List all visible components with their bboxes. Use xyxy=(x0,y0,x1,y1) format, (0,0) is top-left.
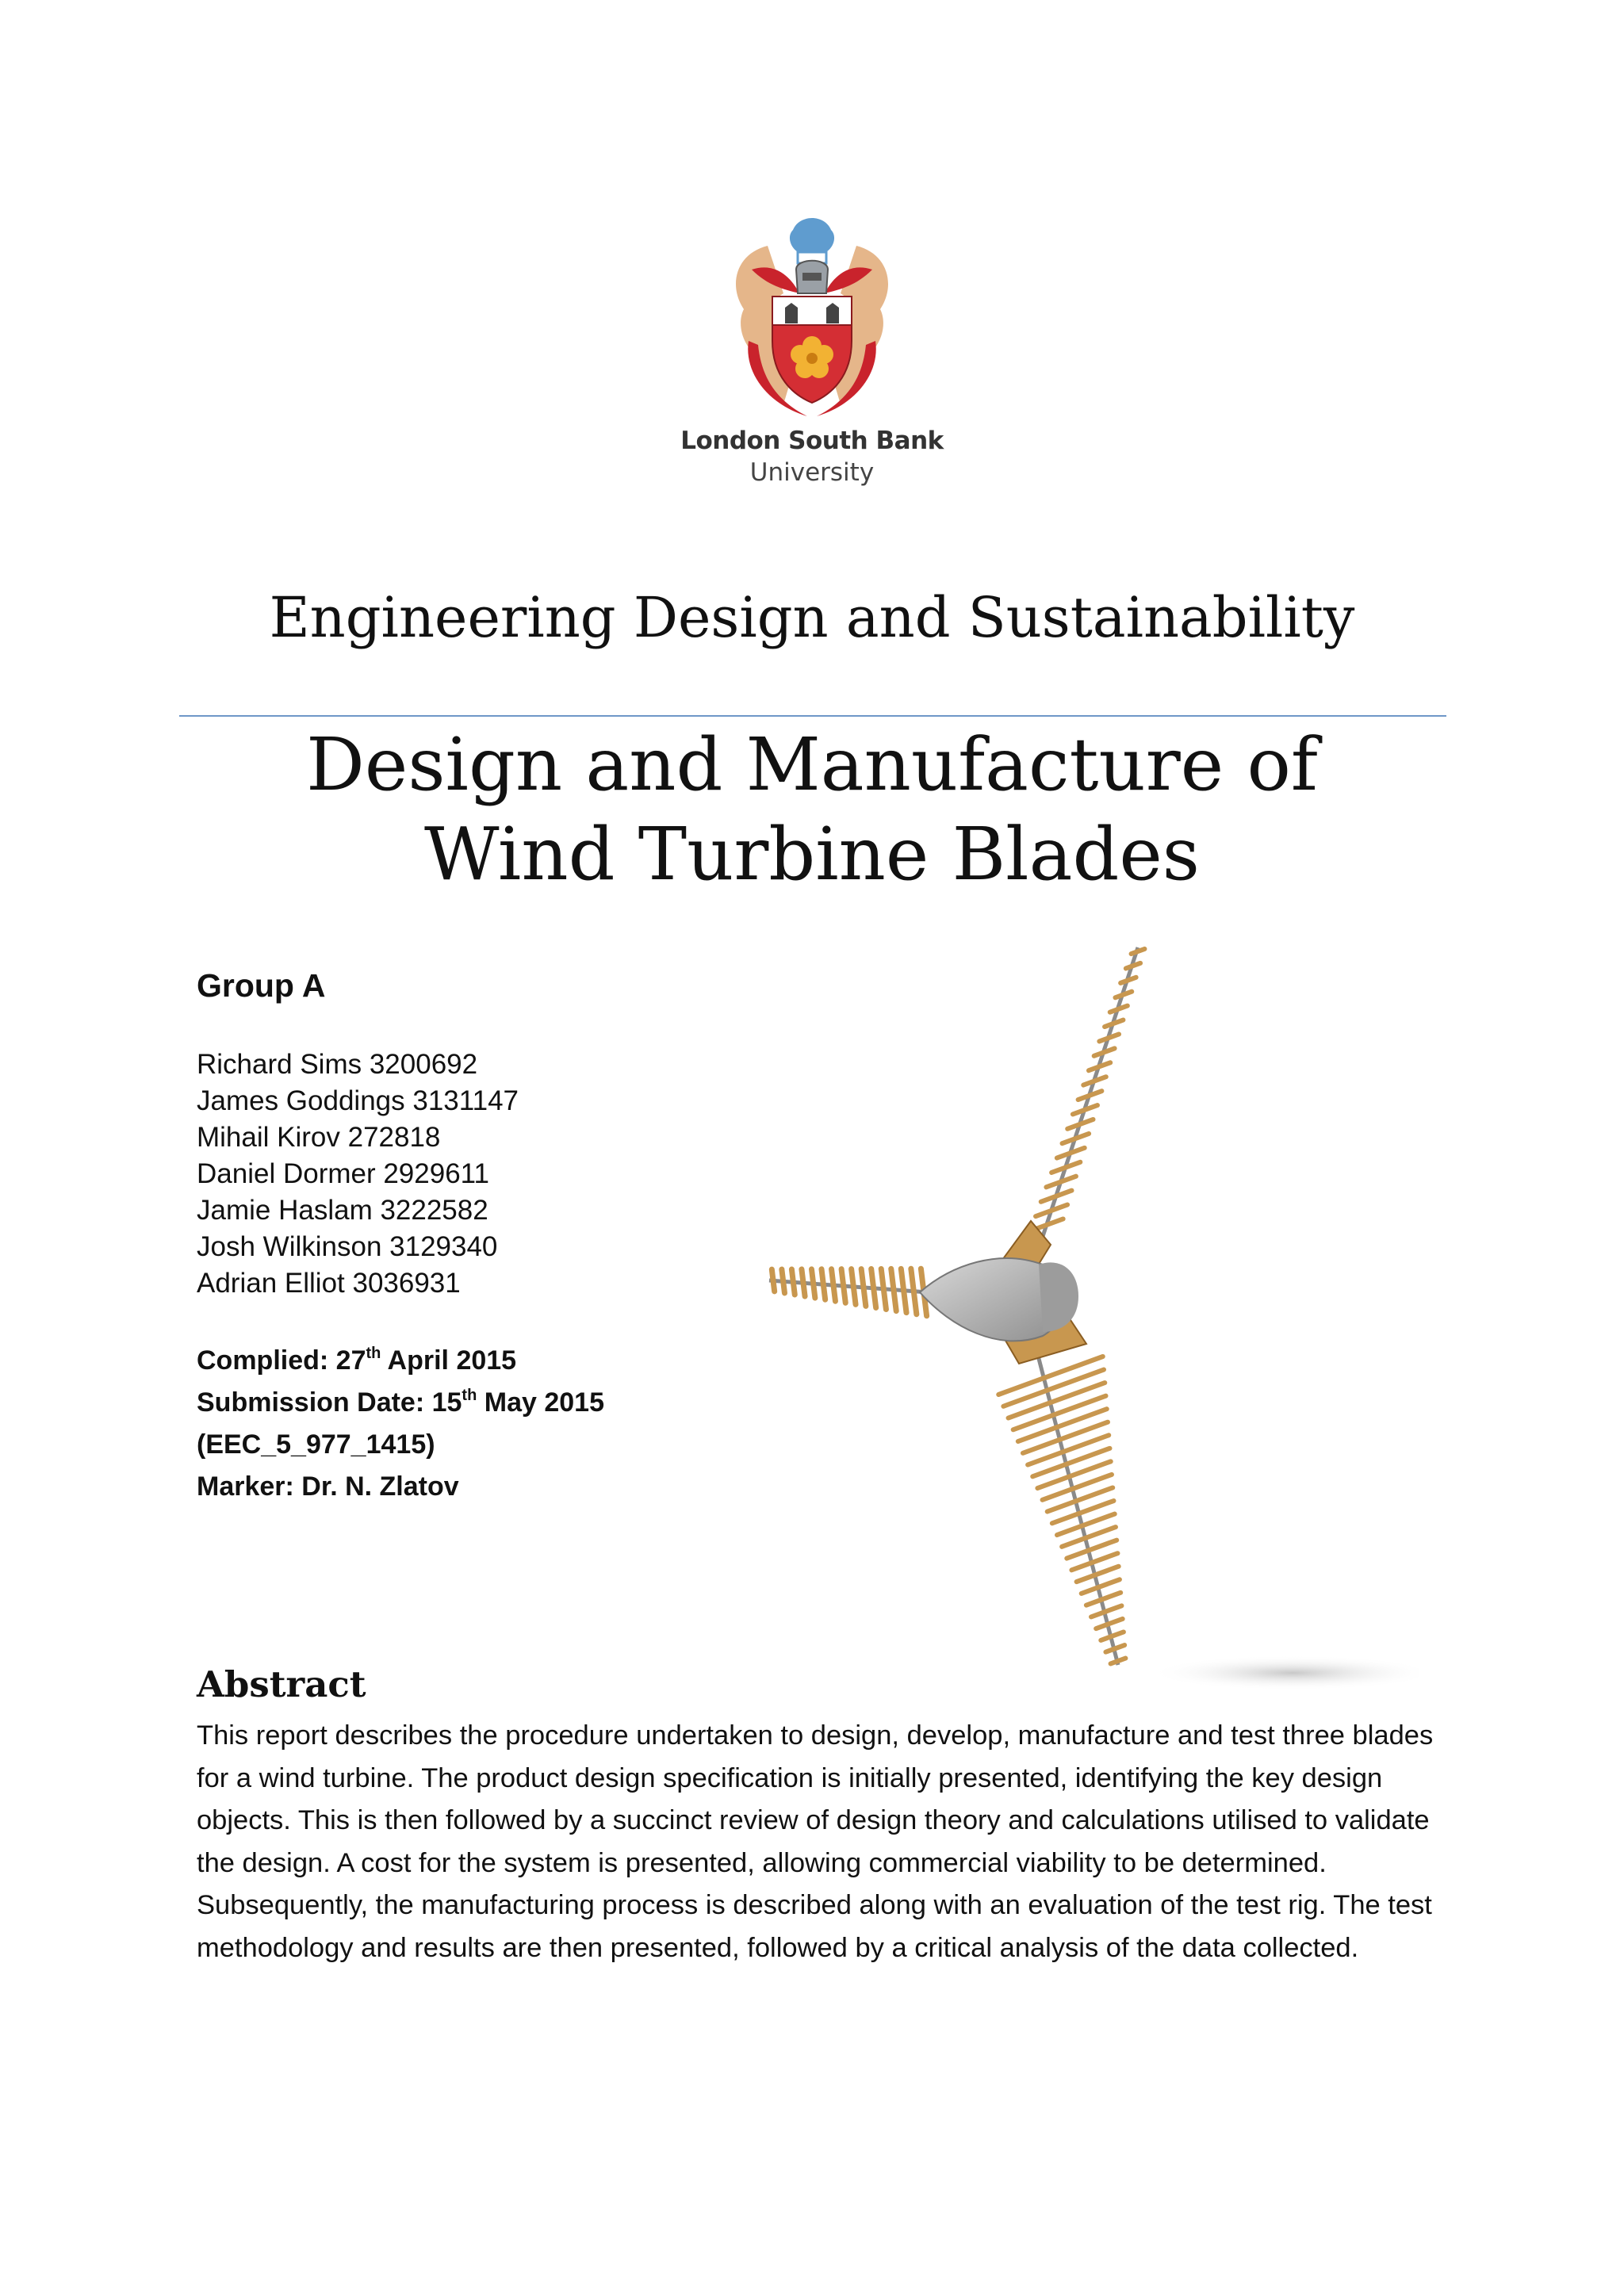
member-item: Daniel Dormer 2929611 xyxy=(197,1158,490,1189)
blade-rib xyxy=(891,1269,896,1311)
blade-rib xyxy=(1037,1461,1110,1488)
blade-rib xyxy=(1120,978,1136,983)
course-title: Engineering Design and Sustainability xyxy=(269,585,1355,650)
blade-rib xyxy=(1028,1435,1109,1464)
blade-rib xyxy=(811,1269,814,1298)
marker: Marker: Dr. N. Zlatov xyxy=(197,1471,459,1502)
blade-rib xyxy=(881,1269,886,1309)
blade-rib xyxy=(772,1269,774,1292)
title-divider xyxy=(179,715,1446,717)
blade-rib xyxy=(1048,1487,1113,1511)
member-item: James Goddings 3131147 xyxy=(197,1085,519,1116)
report-title-line2: Wind Turbine Blades xyxy=(423,812,1201,897)
university-name: London South Bank xyxy=(680,427,944,455)
blade-rib xyxy=(1043,1475,1112,1500)
group-name: Group A xyxy=(197,967,326,1004)
blade-rib xyxy=(871,1269,876,1308)
blade-rib xyxy=(861,1269,866,1307)
blade-rib xyxy=(852,1269,856,1305)
blade-rib xyxy=(1111,1659,1126,1664)
blade-rib xyxy=(1115,992,1132,998)
blade-rib xyxy=(1126,963,1140,969)
blade-rib xyxy=(1105,1020,1123,1027)
blade-rib xyxy=(841,1269,845,1303)
submission-date: Submission Date: 15th May 2015 xyxy=(197,1387,604,1418)
compiled-date: Complied: 27th April 2015 xyxy=(197,1345,517,1376)
blade-rib xyxy=(822,1269,825,1299)
member-item: Jamie Haslam 3222582 xyxy=(197,1195,488,1226)
member-item: Adrian Elliot 3036931 xyxy=(197,1268,461,1299)
blade-rib xyxy=(802,1269,805,1296)
blade-rib xyxy=(1132,949,1145,954)
member-item: Josh Wilkinson 3129340 xyxy=(197,1231,498,1262)
blade-rib xyxy=(791,1269,795,1295)
member-list xyxy=(197,1047,519,1302)
module-code: (EEC_5_977_1415) xyxy=(197,1429,435,1460)
university-crest-icon xyxy=(720,214,904,428)
blade-rib xyxy=(1023,1422,1108,1453)
abstract-heading: Abstract xyxy=(197,1663,366,1705)
blade-rib xyxy=(1099,1034,1119,1041)
member-item: Richard Sims 3200692 xyxy=(197,1049,478,1080)
member-item: Mihail Kirov 272818 xyxy=(197,1122,441,1153)
abstract-body: This report describes the procedure undertaken to design, develop, manufacture and test three blades for a wind turbine. The product design specification is initially presented, identifying the key design objects. This is then followed by a succinct review of design theory and calculations utilised to validate the design. A cost for the system is presented, allowing commercial viability to be determined. Subsequently, the manufacturing process is described along with an evaluation of the test rig. The test methodology and results are then presented, followed by a critical analysis of the data collected. xyxy=(197,1720,1434,1963)
blade-rib xyxy=(1105,1645,1124,1652)
university-name-sub: University xyxy=(749,458,875,487)
blade-rib xyxy=(832,1269,836,1302)
report-meta xyxy=(197,1340,604,1508)
blade-rib xyxy=(1110,1006,1128,1012)
blade-rib xyxy=(901,1269,906,1312)
report-title-line1: Design and Manufacture of xyxy=(306,722,1318,807)
blade-rib xyxy=(1032,1448,1109,1476)
blade-rib xyxy=(782,1269,785,1293)
wind-turbine-icon xyxy=(737,932,1419,1693)
blade-rib xyxy=(911,1269,917,1314)
